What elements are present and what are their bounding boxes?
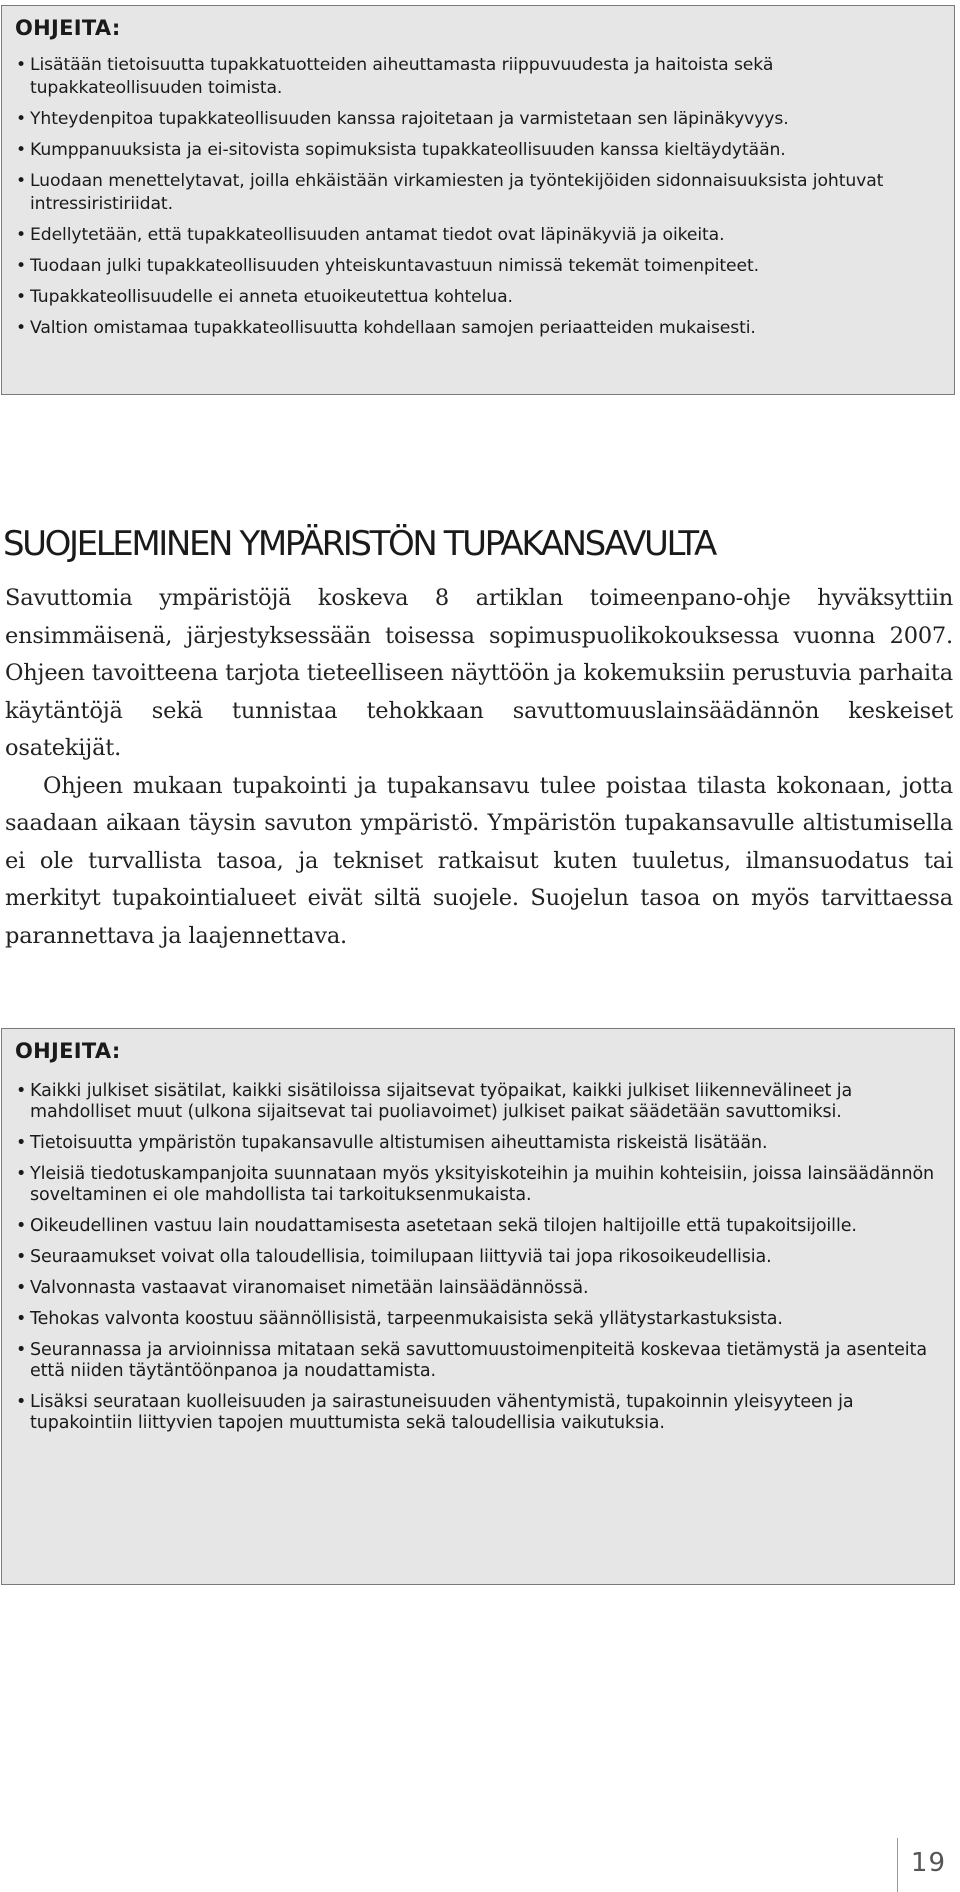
bullet-icon: • [16,55,27,75]
list-item [14,1164,942,1206]
list-item [14,139,942,162]
guidelines-list [14,1081,942,1434]
box-title: OHJEITA: [15,1039,121,1063]
guidelines-box-2 [1,1028,955,1585]
list-item-text: Seurannassa ja arvioinnissa mitataan sekä savuttomuustoimenpiteitä koskevaa tietämystä ja asenteita että niiden täytäntöönpanoa ja noudattamista. [30,1340,927,1381]
section-heading: SUOJELEMINEN YMPÄRISTÖN TUPAKANSAVULTA [3,524,715,564]
list-item [14,170,942,216]
list-item-text: Tietoisuutta ympäristön tupakansavulle altistumisen aiheuttamista riskeistä lisätään. [30,1133,768,1153]
paragraph: Savuttomia ympäristöjä koskeva 8 artiklan toimeenpano-ohje hyväksyttiin ensimmäisenä, järjestyksessään toisessa sopimuspuolikokouksessa vuonna 2007. Ohjeen tavoitteena tarjota tieteelliseen näyttöön ja kokemuksiin perustuvia parhaita käytäntöjä sekä tunnistaa tehokkaan savuttomuuslainsäädännön keskeiset osatekijät. [5,585,953,761]
list-item-text: Lisäksi seurataan kuolleisuuden ja sairastuneisuuden vähentymistä, tupakoinnin yleisyyteen ja tupakointiin liittyvien tapojen muuttumista sekä taloudellisia vaikutuksia. [30,1392,854,1433]
list-item-text: Tehokas valvonta koostuu säännöllisistä, tarpeenmukaisista sekä yllätystarkastuksista. [30,1309,783,1329]
bullet-icon: • [16,256,27,276]
list-item-text: Yleisiä tiedotuskampanjoita suunnataan myös yksityiskoteihin ja muihin kohteisiin, joissa lainsäädännön soveltaminen ei ole mahdollista tai tarkoituksenmukaista. [30,1164,935,1205]
list-item [14,108,942,131]
bullet-icon: • [16,225,27,245]
list-item [14,317,942,340]
list-item [14,1340,942,1382]
list-item [14,1392,942,1434]
paragraph: Ohjeen mukaan tupakointi ja tupakansavu tulee poistaa tilasta kokonaan, jotta saadaan aikaan täysin savuton ympäristö. Ympäristön tupakansavulle altistumisella ei ole turvallista tasoa, ja tekniset ratkaisut kuten tuuletus, ilmansuodatus tai merkityt tupakointialueet eivät siltä suojele. Suojelun tasoa on myös tarvittaessa parannettava ja laajennettava. [5,772,953,949]
list-item [14,1247,942,1268]
list-item [14,1309,942,1330]
bullet-icon: • [16,1081,27,1101]
box-title: OHJEITA: [15,16,121,40]
bullet-icon: • [16,1278,27,1298]
list-item [14,1133,942,1154]
list-item-text: Edellytetään, että tupakkateollisuuden antamat tiedot ovat läpinäkyviä ja oikeita. [30,225,725,245]
list-item-text: Valvonnasta vastaavat viranomaiset nimetään lainsäädännössä. [30,1278,589,1298]
list-item-text: Kaikki julkiset sisätilat, kaikki sisätiloissa sijaitsevat työpaikat, kaikki julkiset liikennevälineet ja mahdolliset muut (ulkona sijaitsevat tai puoliavoimet) julkiset paikat säädetään savuttomiksi. [30,1081,853,1122]
guidelines-box-1 [1,5,955,395]
list-item-text: Seuraamukset voivat olla taloudellisia, toimilupaan liittyviä tai jopa rikosoikeudellisia. [30,1247,772,1267]
list-item [14,1081,942,1123]
list-item-text: Oikeudellinen vastuu lain noudattamisesta asetetaan sekä tilojen haltijoille että tupakoitsijoille. [30,1216,857,1236]
list-item [14,1278,942,1299]
bullet-icon: • [16,318,27,338]
guidelines-list [14,54,942,340]
list-item [14,224,942,247]
bullet-icon: • [16,1392,27,1412]
list-item [14,1216,942,1237]
bullet-icon: • [16,140,27,160]
list-item-text: Lisätään tietoisuutta tupakkatuotteiden aiheuttamasta riippuvuudesta ja haitoista sekä tupakkateollisuuden toimista. [30,55,774,98]
page-number: 19 [910,1848,946,1878]
list-item-text: Yhteydenpitoa tupakkateollisuuden kanssa rajoitetaan ja varmistetaan sen läpinäkyvyys. [30,109,789,129]
bullet-icon: • [16,1216,27,1236]
list-item [14,286,942,309]
list-item-text: Tupakkateollisuudelle ei anneta etuoikeutettua kohtelua. [30,287,513,307]
list-item-text: Kumppanuuksista ja ei-sitovista sopimuksista tupakkateollisuuden kanssa kieltäydytään. [30,140,786,160]
body-text [5,580,953,955]
bullet-icon: • [16,1164,27,1184]
bullet-icon: • [16,1340,27,1360]
list-item-text: Tuodaan julki tupakkateollisuuden yhteiskuntavastuun nimissä tekemät toimenpiteet. [30,256,759,276]
list-item [14,54,942,100]
list-item-text: Valtion omistamaa tupakkateollisuutta kohdellaan samojen periaatteiden mukaisesti. [30,318,756,338]
bullet-icon: • [16,171,27,191]
list-item [14,255,942,278]
list-item-text: Luodaan menettelytavat, joilla ehkäistään virkamiesten ja työntekijöiden sidonnaisuuksista johtuvat intressiristiriidat. [30,171,884,214]
bullet-icon: • [16,109,27,129]
bullet-icon: • [16,1133,27,1153]
bullet-icon: • [16,287,27,307]
bullet-icon: • [16,1309,27,1329]
bullet-icon: • [16,1247,27,1267]
